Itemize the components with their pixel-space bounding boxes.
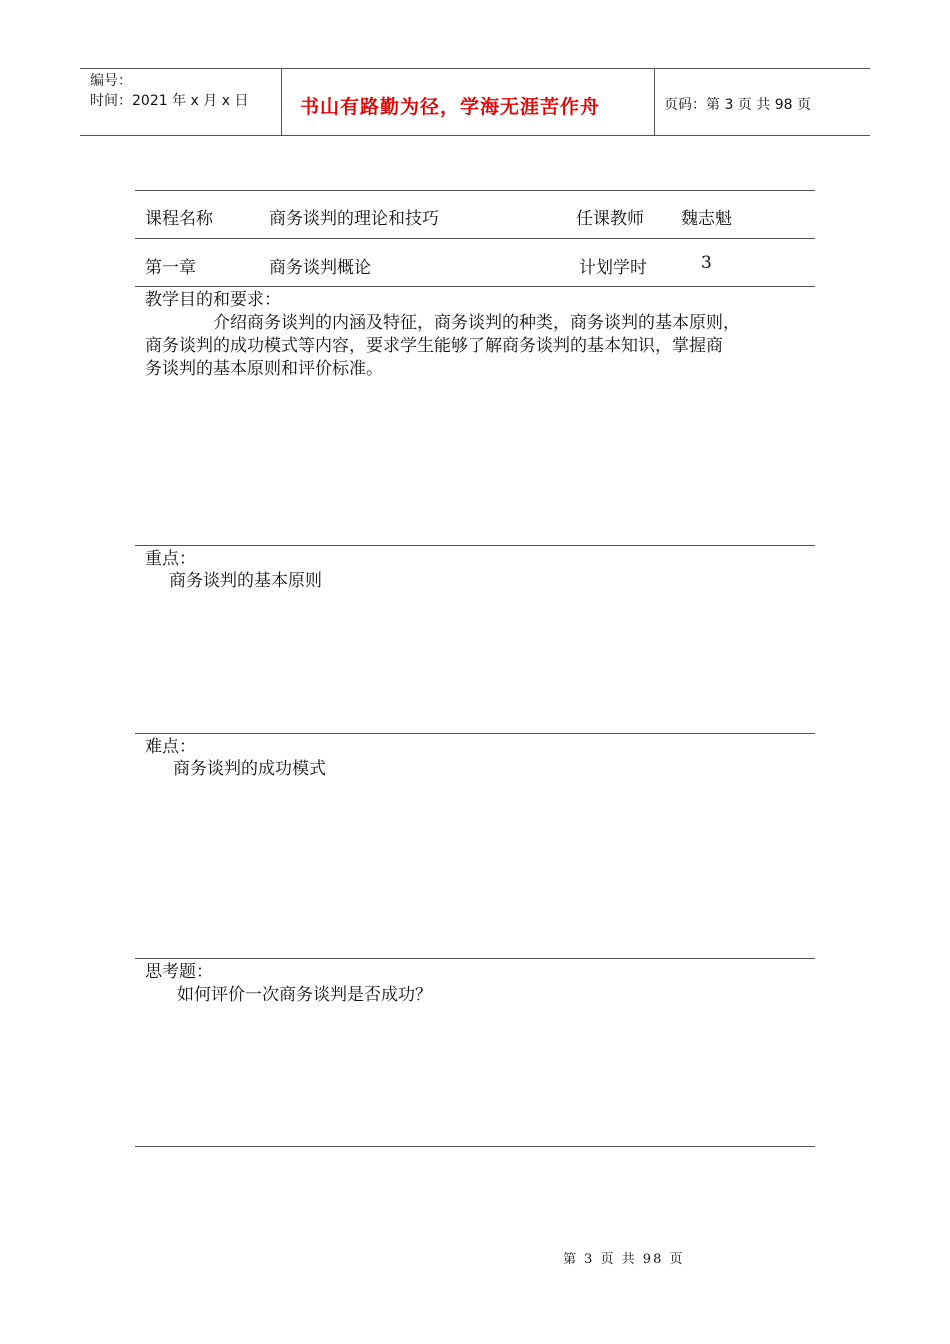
section-divider (135, 958, 815, 959)
objectives-line: 务谈判的基本原则和评价标准。 (145, 359, 383, 379)
header-top-border (80, 68, 870, 69)
footer-page-number: 第 3 页 共 98 页 (563, 1252, 685, 1267)
table-bottom-border (135, 1146, 815, 1147)
course-name-label: 课程名称 (145, 209, 213, 229)
questions-title: 思考题： (145, 962, 213, 982)
hours-value: 3 (701, 253, 712, 273)
chapter-label: 第一章 (145, 258, 196, 278)
header-divider-right (654, 68, 655, 136)
section-divider (135, 545, 815, 546)
section-divider (135, 733, 815, 734)
teacher-value: 魏志魁 (681, 209, 732, 229)
table-row-divider (135, 238, 815, 239)
header-bottom-border (80, 135, 870, 136)
objectives-line: 商务谈判的成功模式等内容，要求学生能够了解商务谈判的基本知识，掌握商 (145, 336, 723, 356)
header-page-number: 页码：第 3 页 共 98 页 (664, 97, 811, 113)
key-points-title: 重点： (145, 549, 196, 569)
course-name-value: 商务谈判的理论和技巧 (269, 209, 439, 229)
header-motto: 书山有路勤为径，学海无涯苦作舟 (300, 96, 601, 118)
objectives-title: 教学目的和要求： (145, 290, 281, 310)
document-date: 时间：2021 年 x 月 x 日 (90, 93, 249, 109)
header-divider-left (281, 68, 282, 136)
questions-text: 如何评价一次商务谈判是否成功？ (177, 985, 432, 1005)
objectives-line: 介绍商务谈判的内涵及特征，商务谈判的种类，商务谈判的基本原则， (213, 313, 740, 333)
difficult-points-text: 商务谈判的成功模式 (173, 759, 326, 779)
key-points-text: 商务谈判的基本原则 (169, 571, 322, 591)
chapter-value: 商务谈判概论 (269, 258, 371, 278)
table-top-border (135, 190, 815, 191)
hours-label: 计划学时 (579, 258, 647, 278)
table-row-divider (135, 286, 815, 287)
teacher-label: 任课教师 (576, 209, 644, 229)
difficult-points-title: 难点： (145, 737, 196, 757)
document-number-label: 编号： (90, 73, 132, 89)
